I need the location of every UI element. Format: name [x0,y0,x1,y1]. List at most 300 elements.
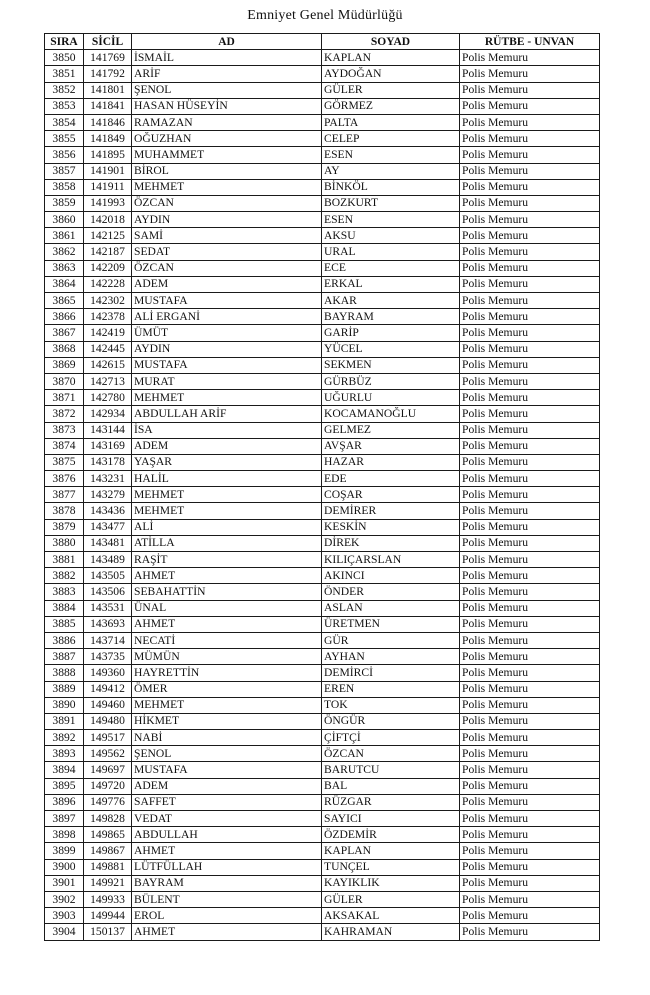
table-row [45,924,600,940]
cell-sira: 3882 [45,568,84,584]
table-row [45,665,600,681]
cell-ad: NECATİ [132,632,322,648]
cell-rutbe-unvan: Polis Memuru [460,325,600,341]
cell-ad: ALİ [132,519,322,535]
cell-soyad: ERKAL [322,276,460,292]
cell-soyad: BAL [322,778,460,794]
cell-rutbe-unvan: Polis Memuru [460,924,600,940]
cell-sira: 3874 [45,438,84,454]
table-row [45,811,600,827]
cell-rutbe-unvan: Polis Memuru [460,665,600,681]
cell-rutbe-unvan: Polis Memuru [460,891,600,907]
cell-rutbe-unvan: Polis Memuru [460,487,600,503]
cell-sicil: 143506 [84,584,132,600]
cell-ad: MUSTAFA [132,762,322,778]
cell-sicil: 143279 [84,487,132,503]
cell-rutbe-unvan: Polis Memuru [460,649,600,665]
cell-rutbe-unvan: Polis Memuru [460,163,600,179]
cell-soyad: KAYIKLIK [322,875,460,891]
cell-sicil: 143714 [84,632,132,648]
table-row [45,616,600,632]
cell-ad: MÜMÜN [132,649,322,665]
table-row [45,98,600,114]
cell-soyad: EDE [322,471,460,487]
cell-sicil: 141993 [84,195,132,211]
cell-sicil: 142302 [84,293,132,309]
cell-sira: 3865 [45,293,84,309]
cell-rutbe-unvan: Polis Memuru [460,503,600,519]
cell-rutbe-unvan: Polis Memuru [460,179,600,195]
cell-ad: ADEM [132,276,322,292]
table-row [45,697,600,713]
cell-sira: 3884 [45,600,84,616]
table-row [45,147,600,163]
table-header-row [45,34,600,50]
cell-ad: AYDIN [132,341,322,357]
cell-sicil: 141895 [84,147,132,163]
cell-soyad: KILIÇARSLAN [322,552,460,568]
cell-soyad: BAYRAM [322,309,460,325]
table-row [45,341,600,357]
cell-ad: ÖZCAN [132,260,322,276]
cell-ad: BİROL [132,163,322,179]
cell-sicil: 143505 [84,568,132,584]
cell-rutbe-unvan: Polis Memuru [460,293,600,309]
cell-sicil: 142018 [84,212,132,228]
cell-rutbe-unvan: Polis Memuru [460,471,600,487]
cell-soyad: GÜR [322,632,460,648]
table-row [45,762,600,778]
cell-soyad: ÜRETMEN [322,616,460,632]
cell-soyad: SAYICI [322,811,460,827]
cell-ad: HASAN HÜSEYİN [132,98,322,114]
cell-rutbe-unvan: Polis Memuru [460,762,600,778]
cell-soyad: AYDOĞAN [322,66,460,82]
cell-ad: OĞUZHAN [132,131,322,147]
cell-sicil: 149697 [84,762,132,778]
table-body [45,50,600,940]
cell-rutbe-unvan: Polis Memuru [460,147,600,163]
cell-sicil: 149480 [84,713,132,729]
cell-sicil: 142445 [84,341,132,357]
cell-soyad: CELEP [322,131,460,147]
cell-soyad: ÇİFTÇİ [322,730,460,746]
cell-rutbe-unvan: Polis Memuru [460,454,600,470]
cell-sira: 3903 [45,908,84,924]
cell-ad: ADEM [132,438,322,454]
table-row [45,794,600,810]
cell-ad: ÖZCAN [132,195,322,211]
cell-rutbe-unvan: Polis Memuru [460,778,600,794]
cell-sira: 3891 [45,713,84,729]
cell-sira: 3894 [45,762,84,778]
cell-sicil: 141769 [84,50,132,66]
table-row [45,357,600,373]
cell-rutbe-unvan: Polis Memuru [460,131,600,147]
cell-sicil: 150137 [84,924,132,940]
cell-ad: İSA [132,422,322,438]
cell-sicil: 143477 [84,519,132,535]
table-row [45,438,600,454]
cell-rutbe-unvan: Polis Memuru [460,568,600,584]
cell-sira: 3878 [45,503,84,519]
cell-soyad: BİNKÖL [322,179,460,195]
cell-sicil: 149867 [84,843,132,859]
cell-ad: ALİ ERGANİ [132,309,322,325]
cell-soyad: KAPLAN [322,50,460,66]
table-row [45,681,600,697]
cell-sicil: 149881 [84,859,132,875]
cell-sira: 3887 [45,649,84,665]
cell-rutbe-unvan: Polis Memuru [460,341,600,357]
table-row [45,568,600,584]
cell-rutbe-unvan: Polis Memuru [460,730,600,746]
cell-sicil: 141911 [84,179,132,195]
cell-sira: 3895 [45,778,84,794]
table-row [45,228,600,244]
cell-ad: AYDIN [132,212,322,228]
cell-soyad: ECE [322,260,460,276]
cell-sicil: 142615 [84,357,132,373]
personnel-table [44,33,600,941]
cell-soyad: AYHAN [322,649,460,665]
cell-sira: 3880 [45,535,84,551]
table-row [45,908,600,924]
cell-soyad: KAHRAMAN [322,924,460,940]
cell-soyad: GÜLER [322,82,460,98]
cell-ad: MEHMET [132,179,322,195]
cell-soyad: COŞAR [322,487,460,503]
cell-rutbe-unvan: Polis Memuru [460,260,600,276]
cell-ad: MUHAMMET [132,147,322,163]
cell-soyad: DEMİRCİ [322,665,460,681]
cell-sicil: 149460 [84,697,132,713]
cell-soyad: DİREK [322,535,460,551]
cell-rutbe-unvan: Polis Memuru [460,584,600,600]
cell-sicil: 143735 [84,649,132,665]
cell-ad: ADEM [132,778,322,794]
cell-sira: 3896 [45,794,84,810]
cell-soyad: GARİP [322,325,460,341]
cell-sira: 3871 [45,390,84,406]
cell-ad: ARİF [132,66,322,82]
cell-sicil: 142378 [84,309,132,325]
cell-soyad: AKSAKAL [322,908,460,924]
cell-soyad: KAPLAN [322,843,460,859]
cell-soyad: BOZKURT [322,195,460,211]
cell-rutbe-unvan: Polis Memuru [460,600,600,616]
table-row [45,843,600,859]
table-row [45,503,600,519]
cell-rutbe-unvan: Polis Memuru [460,228,600,244]
cell-soyad: AY [322,163,460,179]
cell-rutbe-unvan: Polis Memuru [460,82,600,98]
cell-rutbe-unvan: Polis Memuru [460,438,600,454]
cell-sicil: 142713 [84,373,132,389]
table-row [45,50,600,66]
cell-soyad: TUNÇEL [322,859,460,875]
cell-rutbe-unvan: Polis Memuru [460,697,600,713]
cell-ad: AHMET [132,616,322,632]
table-row [45,406,600,422]
table-row [45,891,600,907]
cell-rutbe-unvan: Polis Memuru [460,390,600,406]
cell-sicil: 149828 [84,811,132,827]
table-row [45,195,600,211]
table-row [45,827,600,843]
cell-rutbe-unvan: Polis Memuru [460,309,600,325]
cell-ad: ABDULLAH ARİF [132,406,322,422]
cell-soyad: ASLAN [322,600,460,616]
cell-sicil: 143531 [84,600,132,616]
cell-sira: 3866 [45,309,84,325]
cell-ad: AHMET [132,568,322,584]
cell-ad: SEDAT [132,244,322,260]
cell-sicil: 149933 [84,891,132,907]
cell-ad: HAYRETTİN [132,665,322,681]
cell-soyad: RÜZGAR [322,794,460,810]
header-sicil: SİCİL [84,34,132,50]
cell-sira: 3860 [45,212,84,228]
cell-rutbe-unvan: Polis Memuru [460,406,600,422]
cell-sira: 3879 [45,519,84,535]
cell-sira: 3881 [45,552,84,568]
cell-rutbe-unvan: Polis Memuru [460,212,600,228]
table-row [45,163,600,179]
cell-rutbe-unvan: Polis Memuru [460,875,600,891]
cell-sicil: 141841 [84,98,132,114]
cell-sira: 3863 [45,260,84,276]
cell-sicil: 143693 [84,616,132,632]
cell-soyad: GELMEZ [322,422,460,438]
cell-ad: VEDAT [132,811,322,827]
cell-ad: SAFFET [132,794,322,810]
cell-sira: 3873 [45,422,84,438]
cell-sicil: 142228 [84,276,132,292]
table-row [45,422,600,438]
cell-sira: 3851 [45,66,84,82]
table-row [45,632,600,648]
cell-ad: SEBAHATTİN [132,584,322,600]
cell-sira: 3892 [45,730,84,746]
table-row [45,713,600,729]
cell-soyad: GÖRMEZ [322,98,460,114]
cell-ad: LÜTFÜLLAH [132,859,322,875]
cell-sira: 3854 [45,114,84,130]
cell-sicil: 142209 [84,260,132,276]
cell-sicil: 143169 [84,438,132,454]
table-row [45,276,600,292]
cell-rutbe-unvan: Polis Memuru [460,244,600,260]
cell-rutbe-unvan: Polis Memuru [460,357,600,373]
cell-soyad: HAZAR [322,454,460,470]
cell-rutbe-unvan: Polis Memuru [460,908,600,924]
cell-soyad: AKAR [322,293,460,309]
header-rutbe-unvan: RÜTBE - UNVAN [460,34,600,50]
cell-sicil: 143178 [84,454,132,470]
cell-sira: 3867 [45,325,84,341]
table-row [45,131,600,147]
cell-sicil: 141846 [84,114,132,130]
cell-sicil: 142125 [84,228,132,244]
table-row [45,325,600,341]
cell-rutbe-unvan: Polis Memuru [460,552,600,568]
table-row [45,875,600,891]
cell-sicil: 142187 [84,244,132,260]
cell-sira: 3853 [45,98,84,114]
cell-ad: ŞENOL [132,746,322,762]
table-row [45,260,600,276]
cell-sira: 3868 [45,341,84,357]
cell-rutbe-unvan: Polis Memuru [460,794,600,810]
table-row [45,82,600,98]
cell-sira: 3885 [45,616,84,632]
cell-sicil: 143481 [84,535,132,551]
cell-soyad: BARUTCU [322,762,460,778]
cell-rutbe-unvan: Polis Memuru [460,114,600,130]
cell-ad: YAŞAR [132,454,322,470]
table-row [45,212,600,228]
cell-soyad: ESEN [322,147,460,163]
cell-rutbe-unvan: Polis Memuru [460,50,600,66]
cell-soyad: GÜRBÜZ [322,373,460,389]
cell-soyad: ÖNGÜR [322,713,460,729]
cell-sira: 3898 [45,827,84,843]
cell-sira: 3899 [45,843,84,859]
cell-ad: BAYRAM [132,875,322,891]
cell-sicil: 149360 [84,665,132,681]
cell-sicil: 149776 [84,794,132,810]
cell-sicil: 149720 [84,778,132,794]
table-row [45,373,600,389]
cell-soyad: SEKMEN [322,357,460,373]
cell-rutbe-unvan: Polis Memuru [460,535,600,551]
table-row [45,746,600,762]
cell-rutbe-unvan: Polis Memuru [460,616,600,632]
cell-soyad: GÜLER [322,891,460,907]
document-title: Emniyet Genel Müdürlüğü [247,8,403,23]
cell-soyad: AVŞAR [322,438,460,454]
cell-soyad: UĞURLU [322,390,460,406]
cell-ad: ATİLLA [132,535,322,551]
cell-sicil: 149562 [84,746,132,762]
cell-sira: 3862 [45,244,84,260]
cell-soyad: AKSU [322,228,460,244]
table-row [45,778,600,794]
table-row [45,114,600,130]
cell-sicil: 143231 [84,471,132,487]
cell-sira: 3877 [45,487,84,503]
table-row [45,584,600,600]
table-row [45,244,600,260]
cell-rutbe-unvan: Polis Memuru [460,195,600,211]
header-sira: SIRA [45,34,84,50]
cell-sira: 3855 [45,131,84,147]
cell-sicil: 149944 [84,908,132,924]
cell-soyad: AKINCI [322,568,460,584]
cell-ad: RAMAZAN [132,114,322,130]
cell-sira: 3852 [45,82,84,98]
cell-rutbe-unvan: Polis Memuru [460,827,600,843]
cell-sira: 3876 [45,471,84,487]
cell-sira: 3889 [45,681,84,697]
cell-sira: 3901 [45,875,84,891]
cell-soyad: PALTA [322,114,460,130]
cell-rutbe-unvan: Polis Memuru [460,373,600,389]
cell-soyad: ÖZDEMİR [322,827,460,843]
cell-ad: İSMAİL [132,50,322,66]
cell-sira: 3856 [45,147,84,163]
cell-soyad: KESKİN [322,519,460,535]
cell-sicil: 142934 [84,406,132,422]
cell-ad: HALİL [132,471,322,487]
cell-soyad: URAL [322,244,460,260]
cell-ad: BÜLENT [132,891,322,907]
table-row [45,730,600,746]
cell-ad: NABİ [132,730,322,746]
cell-soyad: YÜCEL [322,341,460,357]
table-row [45,179,600,195]
cell-sicil: 143144 [84,422,132,438]
header-ad: AD [132,34,322,50]
cell-ad: ÜNAL [132,600,322,616]
table-row [45,859,600,875]
cell-sira: 3888 [45,665,84,681]
cell-sicil: 141849 [84,131,132,147]
cell-sicil: 149412 [84,681,132,697]
cell-sira: 3900 [45,859,84,875]
cell-ad: HİKMET [132,713,322,729]
cell-rutbe-unvan: Polis Memuru [460,811,600,827]
cell-ad: AHMET [132,924,322,940]
table-row [45,552,600,568]
cell-sira: 3904 [45,924,84,940]
cell-sira: 3864 [45,276,84,292]
cell-sira: 3897 [45,811,84,827]
cell-sicil: 142419 [84,325,132,341]
header-soyad: SOYAD [322,34,460,50]
table-row [45,649,600,665]
table-row [45,600,600,616]
cell-soyad: DEMİRER [322,503,460,519]
cell-sira: 3859 [45,195,84,211]
cell-ad: MEHMET [132,390,322,406]
cell-sira: 3870 [45,373,84,389]
table-row [45,309,600,325]
cell-ad: ÖMER [132,681,322,697]
cell-sira: 3875 [45,454,84,470]
cell-rutbe-unvan: Polis Memuru [460,98,600,114]
cell-sira: 3850 [45,50,84,66]
cell-soyad: EREN [322,681,460,697]
cell-sira: 3872 [45,406,84,422]
cell-rutbe-unvan: Polis Memuru [460,519,600,535]
cell-rutbe-unvan: Polis Memuru [460,859,600,875]
cell-sira: 3886 [45,632,84,648]
cell-ad: AHMET [132,843,322,859]
cell-rutbe-unvan: Polis Memuru [460,843,600,859]
cell-soyad: TOK [322,697,460,713]
cell-soyad: ÖZCAN [322,746,460,762]
cell-ad: ÜMÜT [132,325,322,341]
table-row [45,390,600,406]
cell-soyad: ÖNDER [322,584,460,600]
cell-sicil: 149921 [84,875,132,891]
cell-ad: EROL [132,908,322,924]
cell-sira: 3890 [45,697,84,713]
cell-sira: 3902 [45,891,84,907]
cell-sira: 3858 [45,179,84,195]
